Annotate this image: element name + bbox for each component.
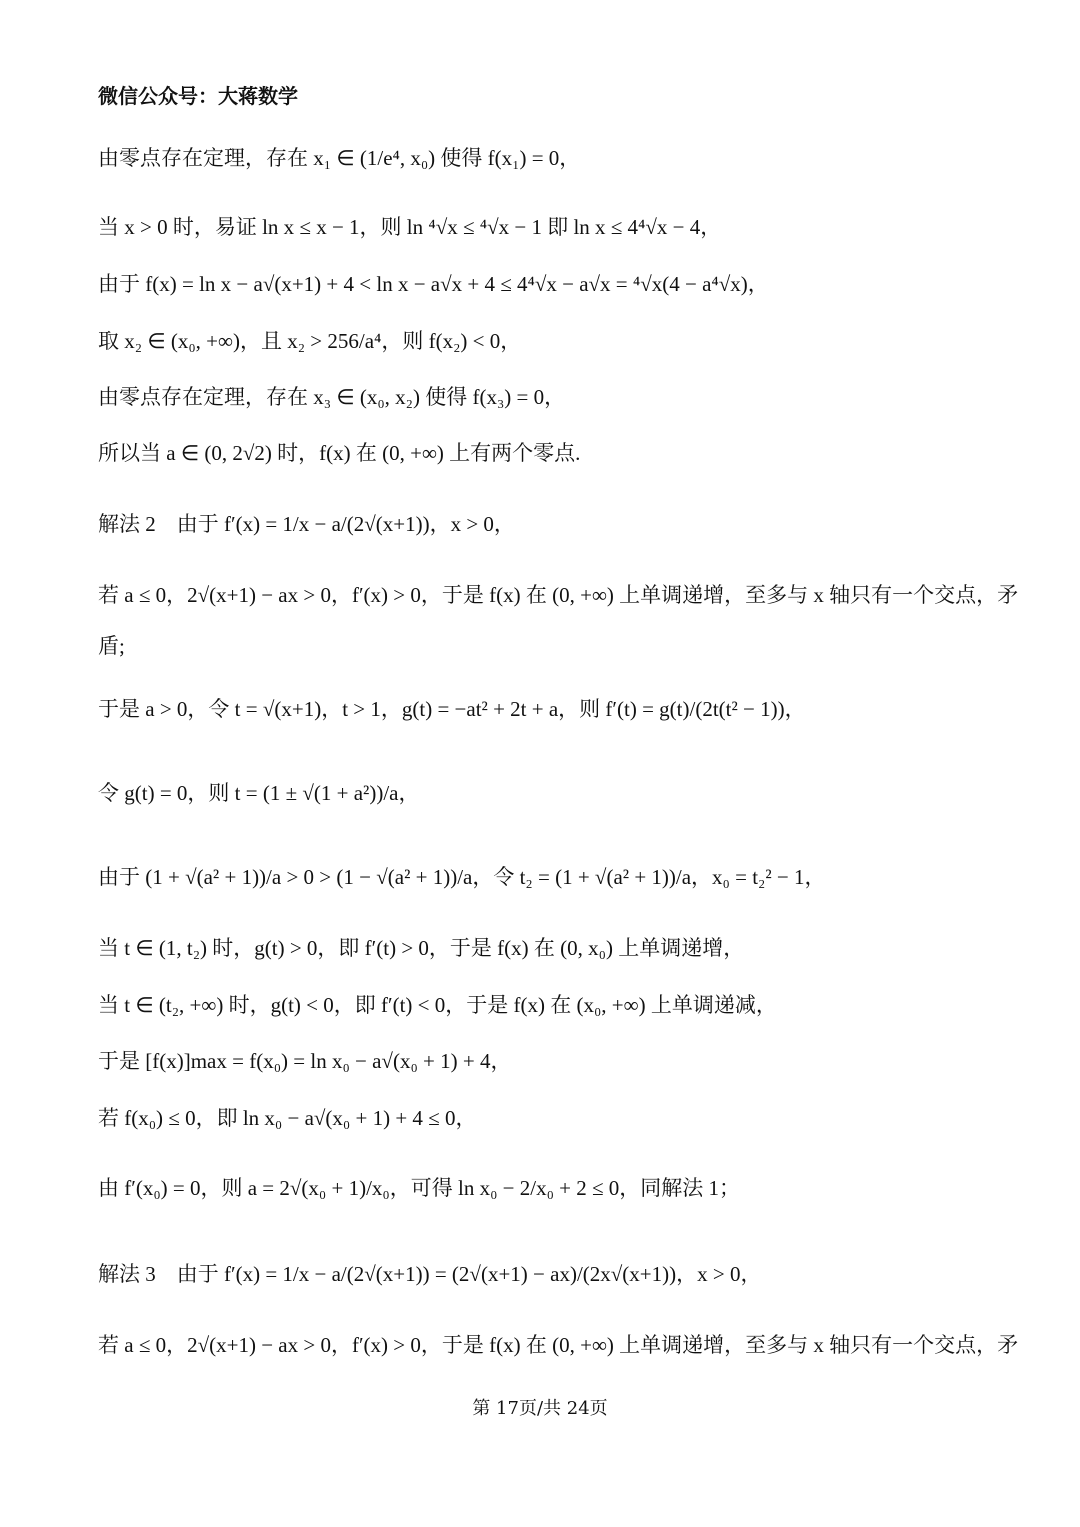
text-line: 盾; xyxy=(98,634,125,658)
page-header: 微信公众号：大蒋数学 xyxy=(98,84,298,108)
text-line: 当 t ∈ (t₂, +∞) 时，g(t) < 0，即 f′(t) < 0，于是 f(x) 在 (x₀, +∞) 上单调递减， xyxy=(98,993,777,1017)
text-line: 解法 3 由于 f′(x) = 1/x − a/(2√(x+1)) = (2√(x+1) − ax)/(2x√(x+1))，x > 0， xyxy=(98,1262,762,1286)
text-line: 若 a ≤ 0，2√(x+1) − ax > 0，f′(x) > 0，于是 f(x) 在 (0, +∞) 上单调递增，至多与 x 轴只有一个交点，矛 xyxy=(98,1333,1019,1357)
text-line: 令 g(t) = 0，则 t = (1 ± √(1 + a²))/a， xyxy=(98,781,420,805)
text-line: 解法 2 由于 f′(x) = 1/x − a/(2√(x+1))，x > 0， xyxy=(98,512,515,536)
text-line: 当 x > 0 时，易证 ln x ≤ x − 1，则 ln ⁴√x ≤ ⁴√x − 1 即 ln x ≤ 4⁴√x − 4， xyxy=(98,215,722,239)
text-line: 由于 (1 + √(a² + 1))/a > 0 > (1 − √(a² + 1))/a，令 t₂ = (1 + √(a² + 1))/a，x₀ = t₂² − 1， xyxy=(98,865,826,889)
text-line: 由于 f(x) = ln x − a√(x+1) + 4 < ln x − a√x + 4 ≤ 4⁴√x − a√x = ⁴√x(4 − a⁴√x)， xyxy=(98,272,769,296)
text-line: 由零点存在定理，存在 x₁ ∈ (1/e⁴, x₀) 使得 f(x₁) = 0， xyxy=(98,146,581,170)
text-line: 由零点存在定理，存在 x₃ ∈ (x₀, x₂) 使得 f(x₃) = 0， xyxy=(98,385,566,409)
text-line: 当 t ∈ (1, t₂) 时，g(t) > 0，即 f′(t) > 0，于是 f(x) 在 (0, x₀) 上单调递增， xyxy=(98,936,745,960)
text-line: 于是 [f(x)]max = f(x₀) = ln x₀ − a√(x₀ + 1) + 4， xyxy=(98,1049,512,1073)
page-number: 第 17页/共 24页 xyxy=(472,1398,608,1419)
text-line: 取 x₂ ∈ (x₀, +∞)，且 x₂ > 256/a⁴，则 f(x₂) < 0， xyxy=(98,329,522,353)
text-line: 由 f′(x₀) = 0，则 a = 2√(x₀ + 1)/x₀，可得 ln x₀ − 2/x₀ + 2 ≤ 0，同解法 1； xyxy=(98,1176,741,1200)
text-line: 若 a ≤ 0，2√(x+1) − ax > 0，f′(x) > 0，于是 f(x) 在 (0, +∞) 上单调递增，至多与 x 轴只有一个交点，矛 xyxy=(98,583,1019,607)
text-line: 若 f(x₀) ≤ 0，即 ln x₀ − a√(x₀ + 1) + 4 ≤ 0， xyxy=(98,1106,477,1130)
text-line: 于是 a > 0，令 t = √(x+1)，t > 1，g(t) = −at² + 2t + a，则 f′(t) = g(t)/(2t(t² − 1))， xyxy=(98,697,806,721)
text-line: 所以当 a ∈ (0, 2√2) 时，f(x) 在 (0, +∞) 上有两个零点. xyxy=(98,441,581,465)
